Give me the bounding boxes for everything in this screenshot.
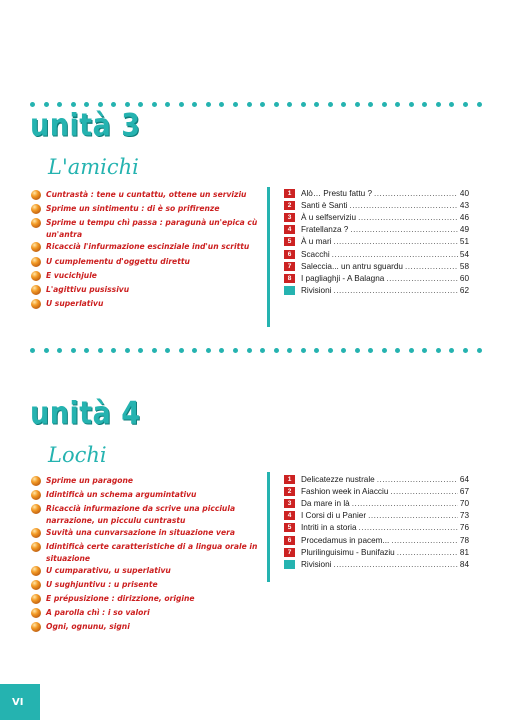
toc-title: Plurilinguisimu - Bunifaziu: [301, 547, 395, 557]
divider-dot: [260, 348, 265, 353]
objective-item: [31, 475, 267, 489]
unit-title: unità 4: [30, 396, 141, 432]
objective-text: U cumplementu d'oggettu direttu: [46, 256, 190, 266]
lesson-number-badge: 1: [284, 189, 295, 198]
lesson-number-badge: 5: [284, 237, 295, 246]
divider-dot: [57, 102, 62, 107]
toc-title: À u mari: [301, 237, 332, 247]
divider-dot: [422, 348, 427, 353]
objective-text: Cuntrastà : tene u cuntattu, ottene un serviziu: [46, 190, 247, 199]
divider-dot: [219, 102, 224, 107]
orange-ball-icon: [31, 566, 41, 576]
divider-dot: [395, 348, 400, 353]
divider-dot: [449, 102, 454, 107]
orange-ball-icon: [31, 542, 41, 552]
lesson-number-badge: 8: [284, 274, 295, 283]
toc-title: Scacchi: [301, 249, 330, 259]
divider-dot: [287, 348, 292, 353]
divider-dot: [206, 348, 211, 353]
orange-ball-icon: [31, 476, 41, 486]
divider-dot: [30, 348, 35, 353]
divider-dot: [341, 348, 346, 353]
orange-ball-icon: [31, 271, 41, 281]
orange-ball-icon: [31, 528, 41, 538]
lesson-number-badge: 2: [284, 487, 295, 496]
divider-dot: [57, 348, 62, 353]
objective-item: [31, 503, 282, 527]
objective-item: [31, 241, 267, 255]
divider-dot: [382, 102, 387, 107]
divider-dot: [463, 102, 468, 107]
divider-dot: [368, 348, 373, 353]
lesson-number-badge: 4: [284, 511, 295, 520]
divider-dot: [44, 102, 49, 107]
divider-dot: [301, 348, 306, 353]
objective-text: U sughjuntivu : u prisente: [46, 580, 158, 589]
divider-dot: [125, 348, 130, 353]
toc-page-number: 84: [459, 559, 469, 569]
toc-title: Alò… Prestu fattu ?: [301, 188, 372, 198]
objective-item: [31, 621, 267, 635]
orange-ball-icon: [31, 504, 41, 514]
objective-text: Sprime u tempu chì passa : paragunà un'epica cù un'antra: [46, 218, 258, 240]
toc-title: Rivisioni: [301, 559, 332, 569]
toc-entry: [284, 285, 469, 297]
orange-ball-icon: [31, 622, 41, 632]
divider-dot: [395, 102, 400, 107]
toc-entry: [284, 558, 469, 570]
divider-dot: [233, 348, 238, 353]
divider-dot: [368, 102, 373, 107]
dot-leader: [397, 548, 458, 557]
dot-leader: [390, 487, 458, 496]
objectives-list: [31, 475, 267, 635]
divider-dot: [111, 102, 116, 107]
dot-leader: [333, 237, 457, 246]
dot-leader: [386, 274, 458, 283]
orange-ball-icon: [31, 608, 41, 618]
divider-dot: [274, 348, 279, 353]
orange-ball-icon: [31, 580, 41, 590]
divider-dot: [179, 348, 184, 353]
divider-dot: [341, 102, 346, 107]
dot-leader: [368, 511, 458, 520]
objective-text: Idintificà un schema argumintativu: [46, 490, 197, 499]
toc-title: Fratellanza ?: [301, 225, 349, 235]
divider-dot: [382, 348, 387, 353]
divider-dot: [449, 348, 454, 353]
dotted-divider-top: [30, 101, 482, 107]
divider-dot: [138, 348, 143, 353]
divider-dot: [436, 348, 441, 353]
toc-title: I Corsi di u Panier: [301, 511, 367, 521]
toc-entry: [284, 546, 469, 558]
toc-entry: [284, 248, 469, 260]
lesson-number-badge: 4: [284, 225, 295, 234]
divider-dot: [328, 348, 333, 353]
objective-item: [31, 541, 282, 565]
divider-dot: [219, 348, 224, 353]
dot-leader: [350, 225, 458, 234]
toc-page-number: 40: [459, 188, 469, 198]
toc-title: I pagliaghji - A Balagna: [301, 273, 385, 283]
orange-ball-icon: [31, 257, 41, 267]
dot-leader: [359, 523, 458, 532]
objective-text: E vucichjule: [46, 270, 97, 280]
toc-title: Santi è Santi: [301, 200, 348, 210]
toc-page-number: 49: [459, 225, 469, 235]
objective-item: [31, 217, 282, 241]
toc-page-number: 51: [459, 237, 469, 247]
unit-subtitle: L'amichi: [48, 155, 139, 179]
divider-dot: [44, 348, 49, 353]
divider-dot: [192, 348, 197, 353]
divider-dot: [247, 102, 252, 107]
divider-dot: [165, 102, 170, 107]
objective-text: A parolla chì : i so valori: [46, 608, 150, 617]
dotted-divider-middle: [30, 347, 482, 353]
objective-text: E prépusizione : dirizzione, origine: [46, 594, 195, 603]
toc-divider-bar: [267, 472, 270, 582]
divider-dot: [179, 102, 184, 107]
toc-page-number: 70: [459, 498, 469, 508]
toc-divider-bar: [267, 187, 270, 327]
divider-dot: [152, 348, 157, 353]
review-marker: [284, 560, 295, 569]
divider-dot: [71, 348, 76, 353]
objective-text: U superlativu: [46, 299, 104, 309]
objective-item: [31, 256, 267, 270]
toc-list: [284, 473, 469, 571]
lesson-number-badge: 3: [284, 213, 295, 222]
unit-title: unità 3: [30, 108, 141, 144]
toc-title: Intriti in a storia: [301, 523, 357, 533]
lesson-number-badge: 5: [284, 523, 295, 532]
toc-page-number: 60: [459, 273, 469, 283]
toc-page-number: 54: [459, 249, 469, 259]
divider-dot: [165, 348, 170, 353]
dot-leader: [377, 475, 458, 484]
lesson-number-badge: 3: [284, 499, 295, 508]
toc-entry: [284, 236, 469, 248]
toc-title: Delicatezze nustrale: [301, 474, 375, 484]
objective-item: [31, 298, 267, 312]
divider-dot: [422, 102, 427, 107]
dot-leader: [358, 213, 458, 222]
toc-entry: [284, 272, 469, 284]
divider-dot: [260, 102, 265, 107]
toc-entry: [284, 199, 469, 211]
objective-item: [31, 579, 267, 593]
objective-item: [31, 284, 267, 298]
review-marker: [284, 286, 295, 295]
divider-dot: [314, 348, 319, 353]
objective-text: Suvità una cunvarsazione in situazione vera: [46, 528, 235, 537]
dot-leader: [333, 286, 457, 295]
divider-dot: [355, 348, 360, 353]
toc-page-number: 76: [459, 523, 469, 533]
orange-ball-icon: [31, 490, 41, 500]
dot-leader: [405, 262, 458, 271]
objective-item: [31, 189, 267, 203]
toc-entry: [284, 534, 469, 546]
divider-dot: [152, 102, 157, 107]
divider-dot: [125, 102, 130, 107]
toc-entry: [284, 260, 469, 272]
objective-text: Sprime un paragone: [46, 476, 134, 485]
orange-ball-icon: [31, 204, 41, 214]
divider-dot: [274, 102, 279, 107]
divider-dot: [477, 348, 482, 353]
toc-entry: [284, 187, 469, 199]
divider-dot: [71, 102, 76, 107]
page-number: VI: [12, 697, 24, 708]
objective-text: Ricaccià l'infurmazione escinziale ind'un scrittu: [46, 242, 250, 252]
divider-dot: [111, 348, 116, 353]
objective-item: [31, 489, 267, 503]
objective-text: Ricaccià infurmazione da scrive una picciula narrazione, un picculu cuntrastu: [46, 504, 236, 525]
divider-dot: [477, 102, 482, 107]
objective-item: [31, 203, 267, 217]
objective-item: [31, 593, 267, 607]
orange-ball-icon: [31, 594, 41, 604]
divider-dot: [98, 348, 103, 353]
divider-dot: [247, 348, 252, 353]
lesson-number-badge: 1: [284, 475, 295, 484]
divider-dot: [287, 102, 292, 107]
toc-entry: [284, 510, 469, 522]
lesson-number-badge: 2: [284, 201, 295, 210]
orange-ball-icon: [31, 242, 41, 252]
toc-page-number: 78: [459, 535, 469, 545]
dot-leader: [391, 536, 458, 545]
objective-text: Ogni, ognunu, signi: [46, 622, 130, 631]
toc-title: Saleccia... un antru sguardu: [301, 261, 403, 271]
orange-ball-icon: [31, 190, 41, 200]
divider-dot: [463, 348, 468, 353]
toc-title: Fashion week in Aiacciu: [301, 486, 389, 496]
toc-entry: [284, 473, 469, 485]
objective-text: Sprime un sintimentu : di è so prifirenze: [46, 204, 220, 214]
orange-ball-icon: [31, 218, 41, 228]
unit-subtitle: Lochi: [48, 443, 107, 467]
orange-ball-icon: [31, 285, 41, 295]
divider-dot: [206, 102, 211, 107]
toc-title: À u selfserviziu: [301, 212, 357, 222]
objective-text: L'agittivu pusissivu: [46, 284, 130, 294]
lesson-number-badge: 7: [284, 262, 295, 271]
lesson-number-badge: 6: [284, 250, 295, 259]
divider-dot: [84, 102, 89, 107]
toc-entry: [284, 211, 469, 223]
lesson-number-badge: 6: [284, 536, 295, 545]
divider-dot: [409, 102, 414, 107]
objectives-list: [31, 189, 267, 312]
dot-leader: [332, 250, 458, 259]
toc-title: Da mare in là: [301, 498, 350, 508]
toc-list: [284, 187, 469, 297]
divider-dot: [84, 348, 89, 353]
lesson-number-badge: 7: [284, 548, 295, 557]
objective-item: [31, 270, 267, 284]
toc-entry: [284, 522, 469, 534]
toc-entry: [284, 485, 469, 497]
objective-text: Idintificà certe caratteristiche di a lingua orale in situazione: [46, 542, 258, 563]
toc-page-number: 81: [459, 547, 469, 557]
divider-dot: [328, 102, 333, 107]
dot-leader: [349, 201, 457, 210]
toc-page-number: 43: [459, 200, 469, 210]
toc-page-number: 64: [459, 474, 469, 484]
toc-title: Procedamus in pacem...: [301, 535, 390, 545]
divider-dot: [30, 102, 35, 107]
toc-title: Rivisioni: [301, 286, 332, 296]
divider-dot: [301, 102, 306, 107]
objective-item: [31, 565, 267, 579]
toc-entry: [284, 224, 469, 236]
toc-page-number: 67: [459, 486, 469, 496]
objective-text: U cumparativu, u superlativu: [46, 566, 171, 575]
orange-ball-icon: [31, 299, 41, 309]
divider-dot: [98, 102, 103, 107]
toc-page-number: 73: [459, 511, 469, 521]
toc-page-number: 62: [459, 286, 469, 296]
toc-entry: [284, 497, 469, 509]
toc-page-number: 46: [459, 212, 469, 222]
dot-leader: [333, 560, 457, 569]
divider-dot: [355, 102, 360, 107]
divider-dot: [192, 102, 197, 107]
divider-dot: [138, 102, 143, 107]
divider-dot: [436, 102, 441, 107]
dot-leader: [352, 499, 458, 508]
dot-leader: [374, 189, 458, 198]
objective-item: [31, 607, 267, 621]
divider-dot: [314, 102, 319, 107]
divider-dot: [233, 102, 238, 107]
objective-item: [31, 527, 267, 541]
toc-page-number: 58: [459, 261, 469, 271]
divider-dot: [409, 348, 414, 353]
